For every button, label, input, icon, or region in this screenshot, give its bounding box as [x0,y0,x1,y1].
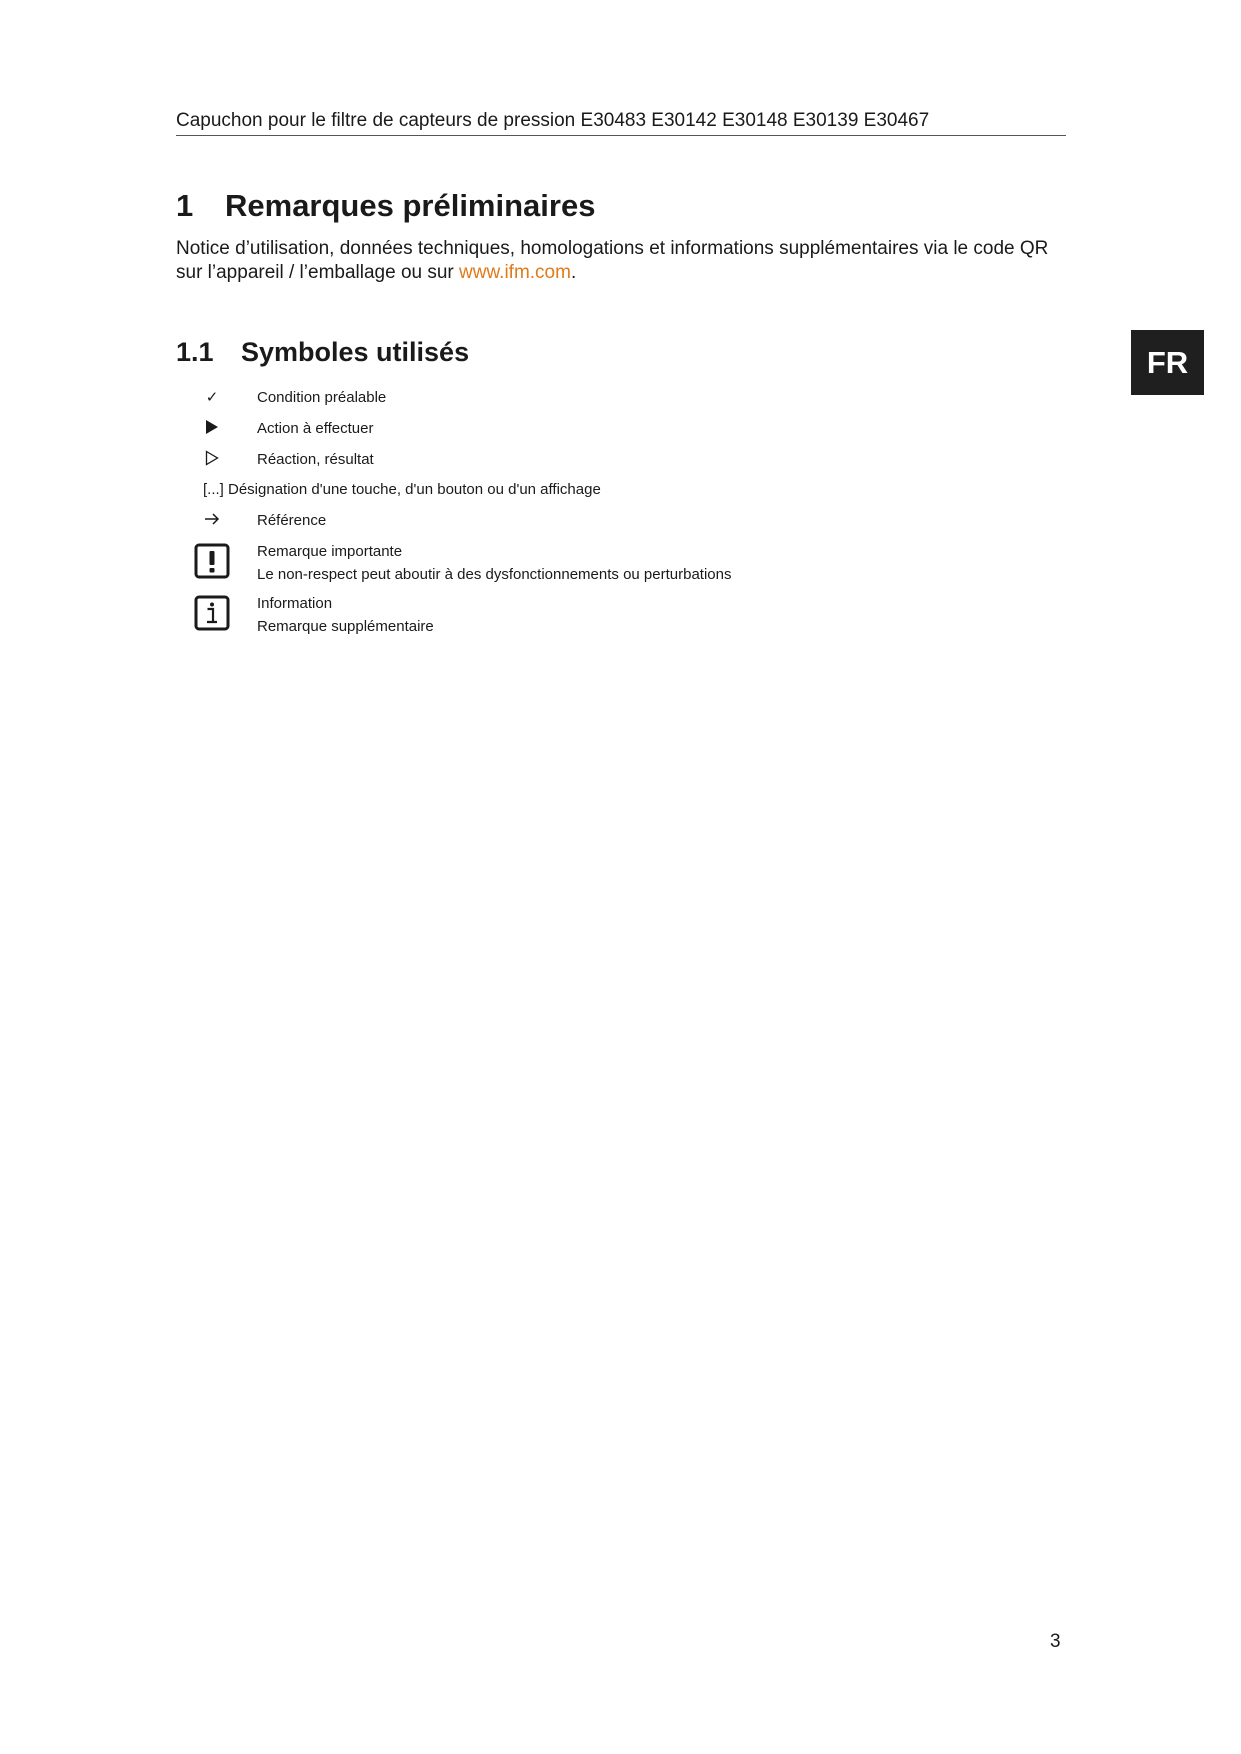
filled-triangle-icon [194,416,230,442]
check-icon: ✓ [205,389,219,406]
symbol-label-reference: Référence [257,512,327,529]
language-tab: FR [1131,330,1204,395]
section-1-1-title: Symboles utilisés [241,337,470,367]
arrow-right-icon [194,508,230,534]
intro-paragraph [176,237,1076,285]
section-1-heading [176,187,595,225]
symbol-detail-important: Le non-respect peut aboutir à des dysfonctionnements ou perturbations [257,566,732,583]
symbol-detail-information: Remarque supplémentaire [257,618,434,635]
symbol-row-designation: [...] Désignation d'une touche, d'un bouton ou d'un affichage [203,481,601,498]
symbol-label-reaction: Réaction, résultat [257,451,374,468]
symbol-label-prerequisite: Condition préalable [257,389,387,406]
section-1-title: Remarques préliminaires [225,188,596,223]
section-1-1-number: 1.1 [176,337,214,367]
symbol-label-important: Remarque importante [257,543,403,560]
section-1-number: 1 [176,188,194,223]
info-box-icon [194,595,230,631]
intro-end: . [570,262,577,283]
document-header: Capuchon pour le filtre de capteurs de pression E30483 E30142 E30148 E30139 E30467 [176,109,1066,136]
outline-triangle-icon [194,447,230,473]
section-1-1-heading [176,335,469,369]
symbol-label-action: Action à effectuer [257,420,374,437]
ifm-website-link[interactable]: www.ifm.com [459,262,571,283]
intro-text: Notice d’utilisation, données techniques, homologations et informations supplémentaires via le code QR sur l’appareil / l’emballage ou sur [176,238,1049,283]
symbol-label-information: Information [257,595,333,612]
page-number: 3 [1050,1631,1061,1652]
exclamation-box-icon [194,543,230,579]
